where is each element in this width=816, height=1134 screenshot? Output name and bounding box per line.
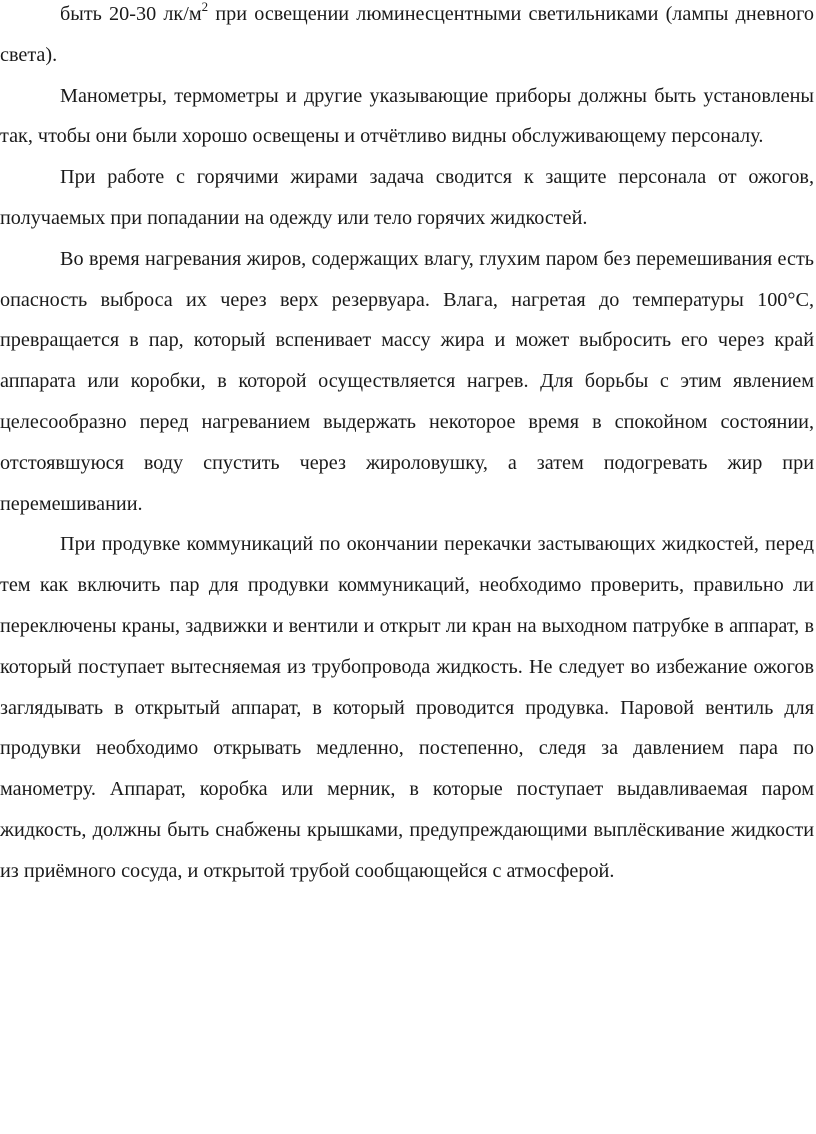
- paragraph-lighting-text-start: быть 20-30 лк/м: [60, 3, 202, 25]
- paragraph-hot-fats: При работе с горячими жирами задача сводится к защите персонала от ожогов, получаемых при попадании на одежду или тело горячих жидкостей.: [0, 166, 814, 229]
- paragraph-gauges: Манометры, термометры и другие указывающие приборы должны быть установлены так, чтобы они были хорошо освещены и отчётливо видны обслуживающему персоналу.: [0, 84, 814, 148]
- superscript-two: 2: [201, 0, 209, 15]
- paragraph-lighting-text-end: при освещении люминесцентными светильниками (лампы дневного света).: [0, 3, 814, 66]
- paragraph-heating-fats: Во время нагревания жиров, содержащих влагу, глухим паром без перемешивания есть опасность выброса их через верх резервуара. Влага, нагретая до температуры 100°С, превращается в пар, который вспенивает массу жира и может выбросить его через край аппарата или коробки, в которой осуществляется нагрев. Для борьбы с этим явлением целесообразно перед нагреванием выдержать некоторое время в спокойном состоянии, отстоявшуюся воду спустить через жироловушку, а затем подогревать жир при перемешивании.: [0, 247, 814, 515]
- paragraph-lighting: [0, 0, 814, 76]
- paragraph-purging-lines: При продувке коммуникаций по окончании перекачки застывающих жидкостей, перед тем как включить пар для продувки коммуникаций, необходимо проверить, правильно ли переключены краны, задвижки и вентили и открыт ли кран на выходном патрубке в аппарат, в который поступает вытесняемая из трубопровода жидкость. Не следует во избежание ожогов заглядывать в открытый аппарат, в который проводится продувка. Паровой вентиль для продувки необходимо открывать медленно, постепенно, следя за давлением пара по манометру. Аппарат, коробка или мерник, в которые поступает выдавливаемая паром жидкость, должны быть снабжены крышками, предупреждающими выплёскивание жидкости из приёмного сосуда, и открытой трубой сообщающейся с атмосферой.: [0, 533, 814, 882]
